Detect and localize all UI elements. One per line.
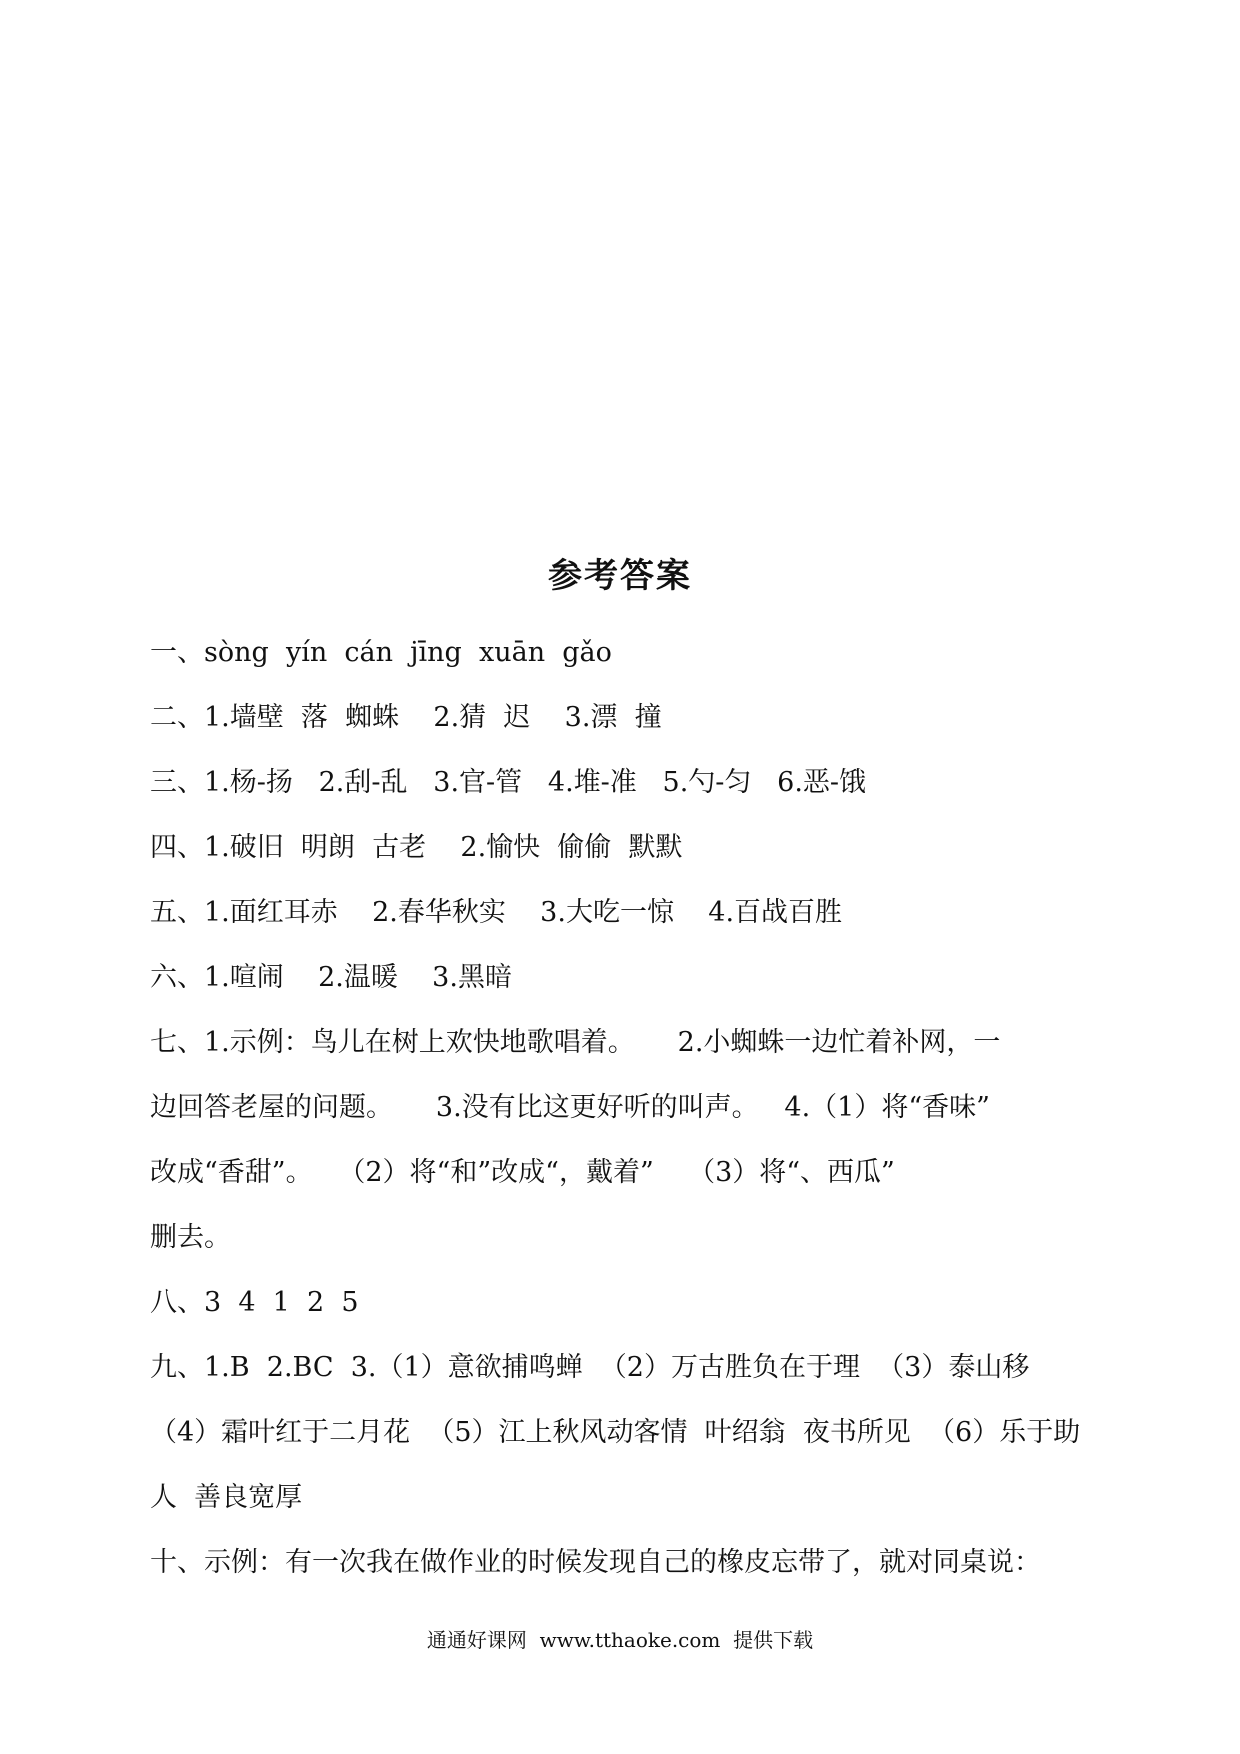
answer-line-5: 五、1.面红耳赤 2.春华秋实 3.大吃一惊 4.百战百胜 bbox=[150, 897, 843, 928]
answer-line-6: 六、1.喧闹 2.温暖 3.黑暗 bbox=[150, 962, 512, 993]
answer-line-3: 三、1.杨-扬 2.刮-乱 3.官-管 4.堆-准 5.勺-匀 6.恶-饿 bbox=[150, 767, 867, 798]
answer-line-9: 改成“香甜”。 （2）将“和”改成“，戴着” （3）将“、西瓜” bbox=[150, 1157, 895, 1188]
answer-line-7: 七、1.示例：鸟儿在树上欢快地歌唱着。 2.小蜘蛛一边忙着补网，一 bbox=[150, 1027, 1001, 1058]
page-title: 参考答案 bbox=[548, 556, 692, 596]
answer-line-15: 十、示例：有一次我在做作业的时候发现自己的橡皮忘带了，就对同桌说： bbox=[150, 1547, 1041, 1578]
answer-line-2: 二、1.墙壁 落 蜘蛛 2.猜 迟 3.漂 撞 bbox=[150, 702, 662, 733]
answer-line-10: 删去。 bbox=[150, 1222, 231, 1253]
answer-line-14: 人 善良宽厚 bbox=[150, 1482, 303, 1513]
answer-line-1: 一、sòng yín cán jīng xuān gǎo bbox=[150, 637, 612, 668]
answer-line-4: 四、1.破旧 明朗 古老 2.愉快 偷偷 默默 bbox=[150, 832, 683, 863]
answer-line-13: （4）霜叶红于二月花 （5）江上秋风动客情 叶绍翁 夜书所见 （6）乐于助 bbox=[150, 1417, 1081, 1448]
page-footer: 通通好课网 www.tthaoke.com 提供下载 bbox=[426, 1628, 814, 1652]
answer-content bbox=[150, 620, 1110, 1595]
answer-line-11: 八、3 4 1 2 5 bbox=[150, 1287, 359, 1318]
answer-line-12: 九、1.B 2.BC 3.（1）意欲捕鸣蝉 （2）万古胜负在于理 （3）泰山移 bbox=[150, 1352, 1030, 1383]
answer-line-8: 边回答老屋的问题。 3.没有比这更好听的叫声。 4.（1）将“香味” bbox=[150, 1092, 990, 1123]
